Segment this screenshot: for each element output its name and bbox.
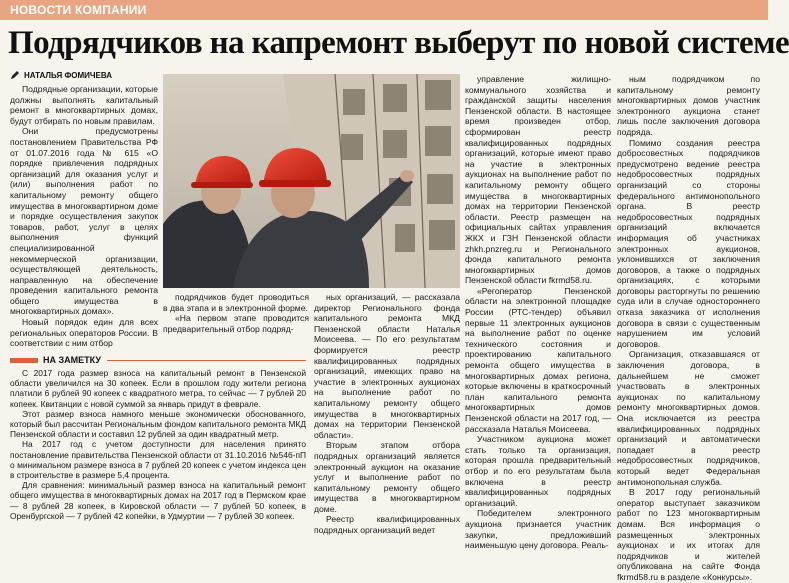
paragraph: Подрядные организации, которые должны выполнять капитальный ремонт в многоквартирных домах, будут отбирать по новым правилам.: [10, 84, 158, 126]
note-divider: [107, 360, 306, 361]
author-pen-icon: [10, 70, 20, 80]
paragraph: С 2017 года размер взноса на капитальный ремонт в Пензенской области увеличился на 30 копеек. Если в прошлом году жители региона платили 6 рублей 90 копеек с квадратного метра, то сейчас — 7 рублей 20 копеек. Квитанции с новой суммой за январь придут в феврале.: [10, 368, 306, 409]
paragraph: Реестр квалифицированных подрядных организаций ведет: [314, 514, 460, 536]
note-accent-bar: [10, 358, 38, 363]
paragraph: ных организаций, — рассказала директор Регионального фонда капитального ремонта МКД Пензенской области Наталья Моисеева. — По его результатам формируется реестр квалифицированных подрядных организаций, имеющих право на участие в электронных аукционах на выполнение работ по капитальному ремонту общего имущества в многоквартирных домах на территории Пензенской области».: [314, 292, 460, 440]
paragraph: Новый порядок един для всех региональных операторов России. В соответствии с ним отбор: [10, 317, 158, 349]
paragraph: Помимо создания реестра добросовестных подрядчиков предусмотрено ведение реестра недобросовестных подрядных организаций со стороны федерального антимонопольного органа. В реестр недобросовестных подрядных организаций включается информация об участниках электронных аукционов, уклонившихся от заключения договоров, а также о подрядных организациях, с которыми договоры расторгнуты по решению суда или в случае одностороннего отказа заказчика от исполнения договора в связи с существенным нарушением им условий договоров.: [617, 137, 760, 349]
section-rubric: НОВОСТИ КОМПАНИИ: [10, 3, 147, 17]
paragraph: Вторым этапом отбора подрядных организаций является электронный аукцион на оказание услуг и выполнение работ по капитальному ремонту общего имущества в многоквартирном доме.: [314, 440, 460, 514]
paragraph: Они предусмотрены постановлением Правительства РФ от 01.07.2016 года № 615 «О порядке привлечения подрядных организаций для оказания услуг и (или) выполнения работ по капитальному ремонту общего имущества в многоквартирном доме и порядке осуществления закупок товаров, работ, услуг в целях выполнения функций специализированной некоммерческой организации, осуществляющей деятельность, направленную на обеспечение проведения капитального ремонта общего имущества в многоквартирных домах».: [10, 126, 158, 317]
byline: [10, 68, 112, 82]
note-title: НА ЗАМЕТКУ: [43, 355, 101, 365]
article-column-1: [10, 84, 158, 348]
paragraph: Победителем электронного аукциона признается участник закупки, предложивший наименьшую цену договора. Реаль-: [465, 508, 611, 551]
paragraph: Для сравнения: минимальный размер взноса на капитальный ремонт общего имущества в многоквартирных домах на 2017 год в Пермском крае — 8 рублей 28 копеек, в Кировской области — 7 рублей 50 копеек, в Оренбургской — 7 рублей 42 копейки, в Удмуртии — 7 рублей 30 копеек.: [10, 480, 306, 521]
article-headline: Подрядчиков на капремонт выберут по новой системе: [8, 25, 789, 61]
paragraph: «Регоператор Пензенской области на электронной площадке России (РТС-тендер) объявил первые 11 электронных аукционов на выполнение работ по оценке технического состояния и проектированию капитального ремонта общего имущества в многоквартирных домах региона, которые включены в краткосрочный план капитального ремонта многоквартирных домов Пензенской области на 2017 год, — рассказала Наталья Моисеева.: [465, 285, 611, 434]
section-rubric-bar: [0, 0, 768, 20]
article-column-3: [314, 292, 460, 536]
paragraph: Участником аукциона может стать только та организация, которая прошла предварительный отбор и по его результатам была включена в реестр квалифицированных подрядных организаций.: [465, 434, 611, 508]
paragraph: В 2017 году региональный оператор выступает заказчиком работ по 123 многоквартирным домам. Вся информация о размещенных электронных аукционах и их итогах для подрядчиков и жителей опубликована на сайте Фонда fkrmd58.ru в разделе «Конкурсы».: [617, 487, 760, 582]
author-name: НАТАЛЬЯ ФОМИЧЕВА: [24, 70, 113, 80]
paragraph: Организация, отказавшаяся от заключения договора, в дальнейшем не сможет участвовать в электронных аукционах по капитальному ремонту многоквартирных домов. Она исключается из реестра квалифицированных подрядных организаций и автоматически попадает в реестр недобросовестных подрядчиков, который ведет Федеральная антимонопольная служба.: [617, 349, 760, 487]
paragraph: На 2017 год с учетом доступности для населения принято постановление правительства Пензенской области от 31.10.2016 №546-пП о минимальном размере взноса в 7 рублей 20 копеек с учетом индекса цен в строительстве в размере 5,4 процента.: [10, 439, 306, 481]
article-column-4: [465, 74, 611, 551]
paragraph: «На первом этапе проводится предварительный отбор подряд-: [163, 313, 309, 334]
sidebar-note-header: [10, 354, 306, 366]
article-column-5: [617, 74, 760, 582]
article-photo: [163, 74, 460, 288]
article-column-2: [163, 292, 309, 344]
paragraph: управление жилищно-коммунального хозяйства и гражданской защиты населения Пензенской области. В настоящее время произведен отбор, сформирован реестр квалифицированных подрядных организаций, которые имеют право на участие в электронных аукционах на выполнение работ по капитальному ремонту общего имущества в многоквартирных домах на территории Пензенской области. Реестр размещен на официальных сайтах управления ЖКХ и ГЗН Пензенской области zhkh.pnzreg.ru и Регионального фонда капитального ремонта многоквартирных домов Пензенской области fkrmd58.ru.: [465, 74, 611, 286]
paragraph: ным подрядчиком по капитальному ремонту многоквартирных домов участник электронного аукциона станет лишь после заключения договора подряда.: [617, 74, 760, 137]
paragraph: Этот размер взноса намного меньше экономически обоснованного, который был рассчитан Региональным фондом капитального ремонта МКД Пензенской области и составил 12 рублей за один квадратный метр.: [10, 408, 306, 440]
paragraph: подрядчиков будет проводиться в два этапа и в электронной форме.: [163, 292, 309, 313]
sidebar-note-body: [10, 368, 306, 521]
